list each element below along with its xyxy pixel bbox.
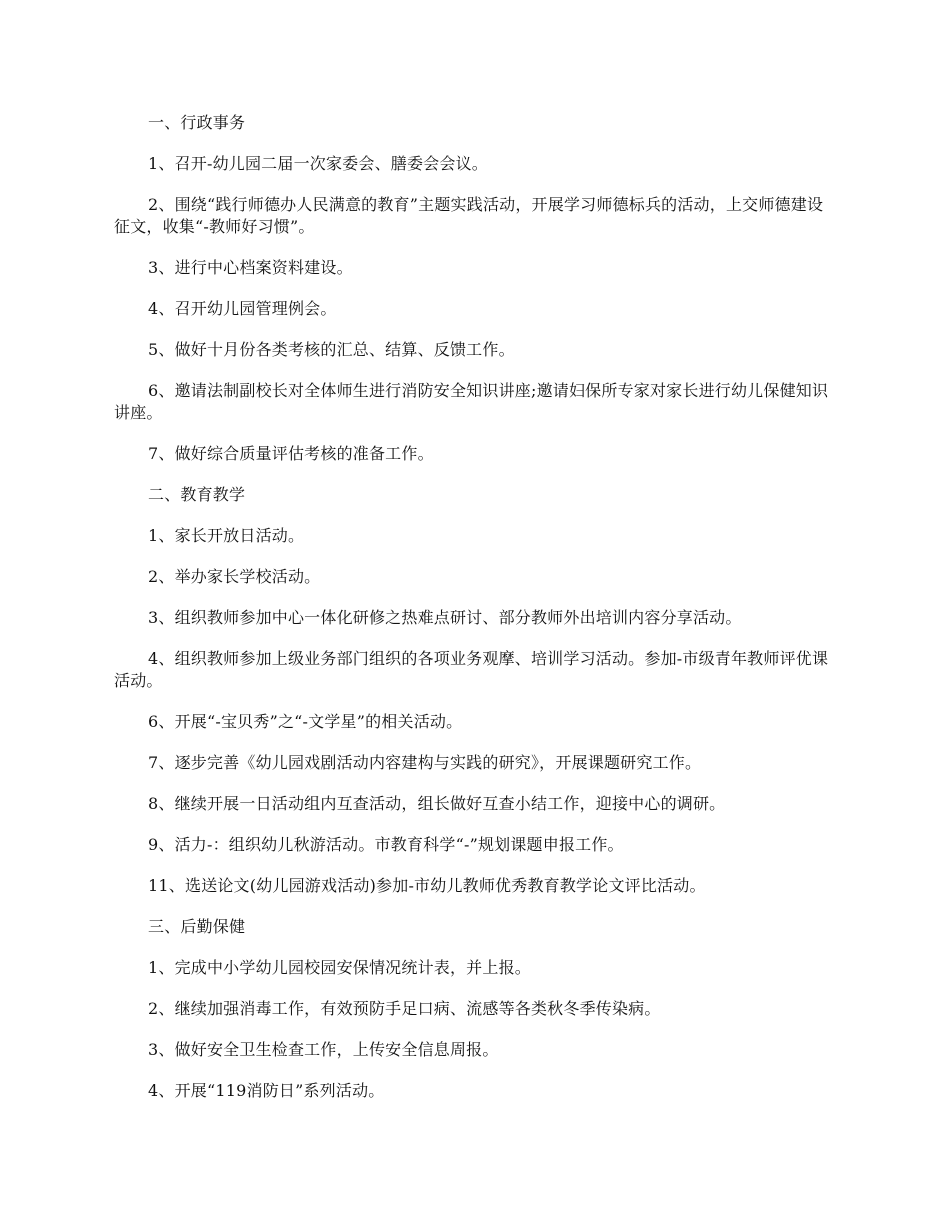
list-item: 6、开展“-宝贝秀”之“-文学星”的相关活动。 [148, 712, 463, 731]
list-item: 9、活力-：组织幼儿秋游活动。市教育科学“-”规划课题申报工作。 [148, 835, 624, 854]
section-administration [114, 112, 836, 465]
list-item: 2、继续加强消毒工作，有效预防手足口病、流感等各类秋冬季传染病。 [148, 999, 661, 1018]
section-heading: 二、教育教学 [148, 485, 246, 504]
list-item: 2、围绕“践行师德办人民满意的教育”主题实践活动，开展学习师德标兵的活动，上交师德建设征文，收集“-教师好习惯”。 [114, 195, 824, 236]
list-item: 4、开展“119消防日”系列活动。 [148, 1081, 385, 1100]
list-item: 2、举办家长学校活动。 [148, 567, 321, 586]
list-item: 1、召开-幼儿园二届一次家委会、膳委会会议。 [148, 154, 488, 173]
list-item: 11、选送论文(幼儿园游戏活动)参加-市幼儿教师优秀教育教学论文评比活动。 [148, 876, 706, 895]
section-logistics [114, 916, 836, 1102]
list-item: 3、组织教师参加中心一体化研修之热难点研讨、部分教师外出培训内容分享活动。 [148, 608, 742, 627]
list-item: 5、做好十月份各类考核的汇总、结算、反馈工作。 [148, 340, 515, 359]
section-heading: 三、后勤保健 [148, 917, 246, 936]
list-item: 3、做好安全卫生检查工作，上传安全信息周报。 [148, 1040, 499, 1059]
list-item: 7、逐步完善《幼儿园戏剧活动内容建构与实践的研究》，开展课题研究工作。 [148, 753, 702, 772]
list-item: 4、组织教师参加上级业务部门组织的各项业务观摩、培训学习活动。参加-市级青年教师评优课活动。 [114, 649, 829, 690]
list-item: 7、做好综合质量评估考核的准备工作。 [148, 444, 434, 463]
list-item: 3、进行中心档案资料建设。 [148, 258, 353, 277]
list-item: 1、家长开放日活动。 [148, 526, 305, 545]
list-item: 1、完成中小学幼儿园校园安保情况统计表，并上报。 [148, 958, 531, 977]
section-heading: 一、行政事务 [148, 113, 246, 132]
list-item: 8、继续开展一日活动组内互查活动，组长做好互查小结工作，迎接中心的调研。 [148, 794, 726, 813]
section-education [114, 484, 836, 897]
list-item: 4、召开幼儿园管理例会。 [148, 299, 337, 318]
list-item: 6、邀请法制副校长对全体师生进行消防安全知识讲座;邀请妇保所专家对家长进行幼儿保健知识讲座。 [114, 381, 829, 422]
